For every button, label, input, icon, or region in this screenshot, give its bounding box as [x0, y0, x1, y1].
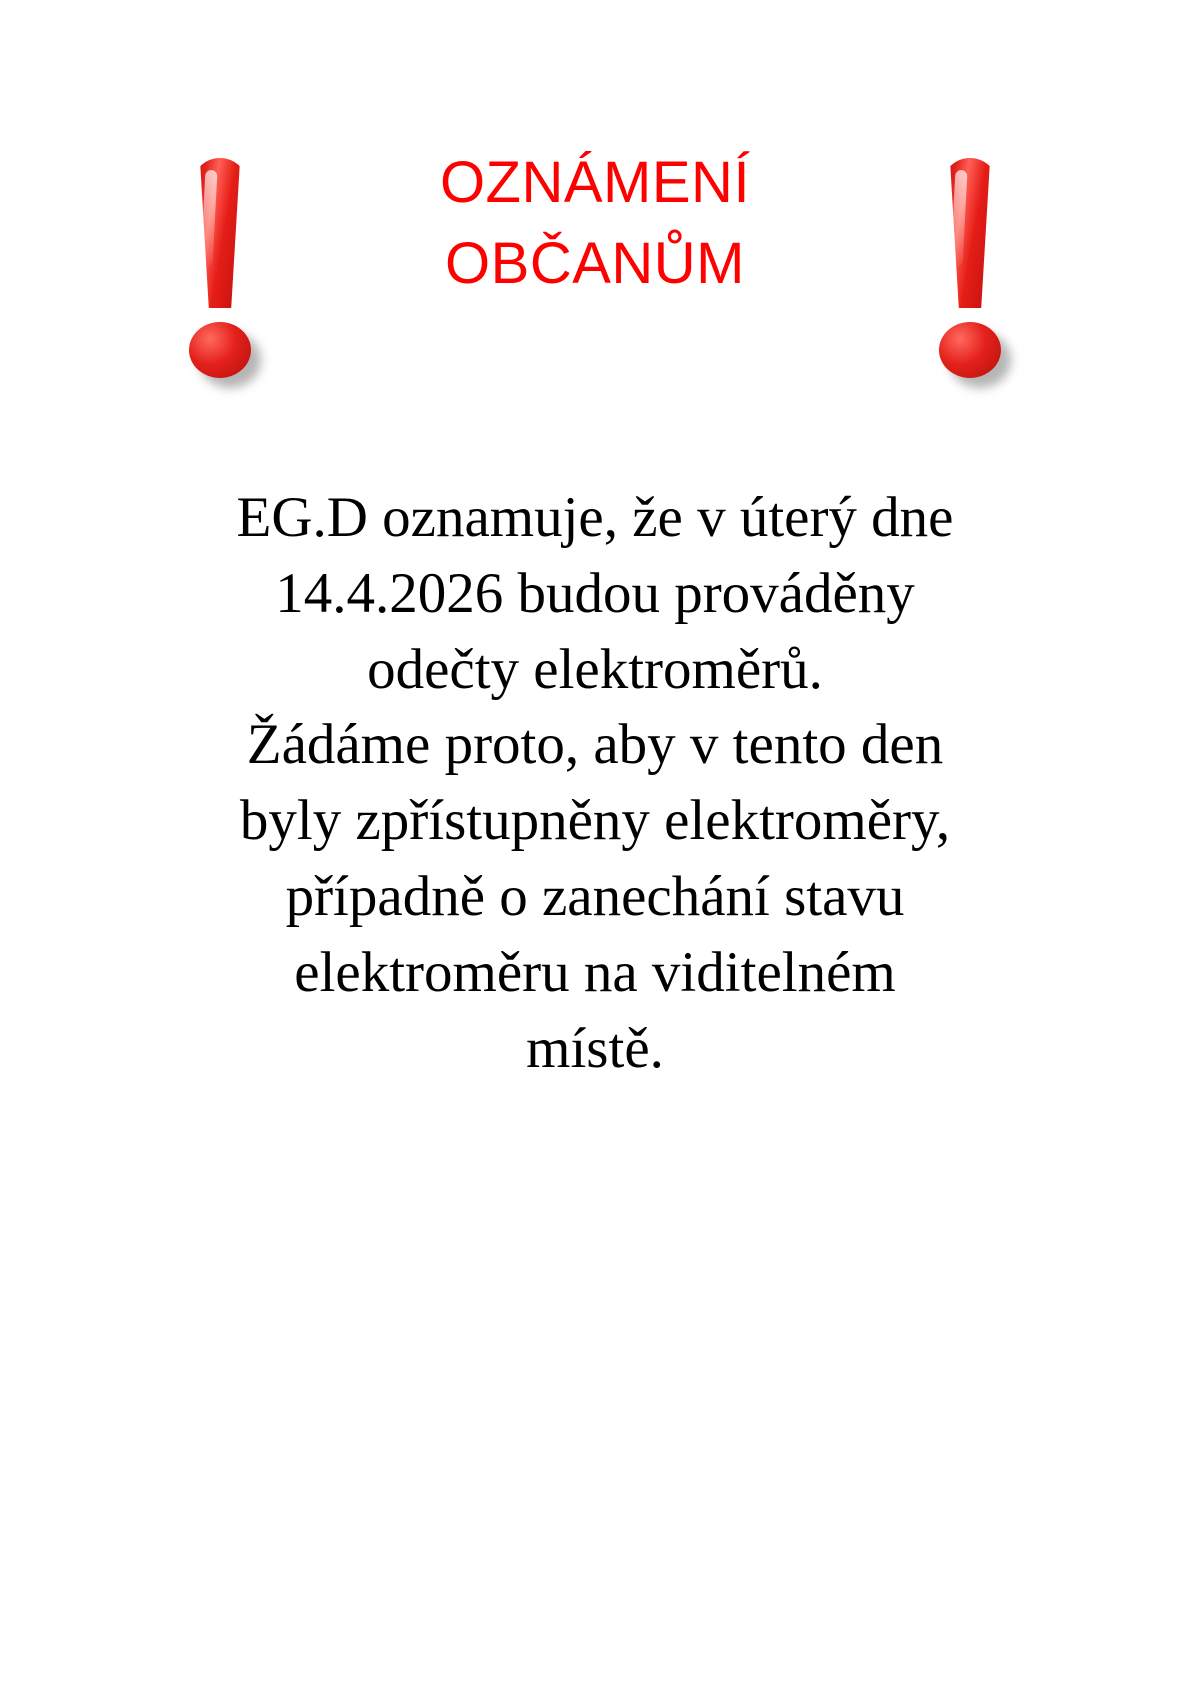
body-line: případně o zanechání stavu: [285, 864, 905, 928]
poster-title-line-1: OZNÁMENÍ: [439, 150, 751, 215]
body-line: elektroměru na viditelném: [294, 940, 896, 1004]
poster-body-text: [105, 480, 1085, 1086]
body-line: EG.D oznamuje, že v úterý dne: [236, 486, 954, 549]
poster-title-line-2: OBČANŮM: [445, 231, 745, 297]
poster-header: [0, 120, 1190, 420]
poster-title: [360, 120, 830, 304]
body-line: 14.4.2026 budou prováděny: [275, 561, 915, 625]
exclamation-mark-icon-right: [860, 140, 1080, 410]
exclamation-mark-dot: [189, 322, 251, 378]
exclamation-mark-stem: [192, 158, 248, 308]
exclamation-mark-stem: [942, 158, 998, 308]
body-line: odečty elektroměrů.: [367, 637, 823, 701]
exclamation-mark-dot: [939, 322, 1001, 378]
body-line: byly zpřístupněny elektroměry,: [239, 789, 951, 853]
body-line: místě.: [526, 1016, 664, 1080]
exclamation-mark-icon-left: [110, 140, 330, 410]
body-line: Žádáme proto, aby v tento den: [246, 713, 944, 777]
